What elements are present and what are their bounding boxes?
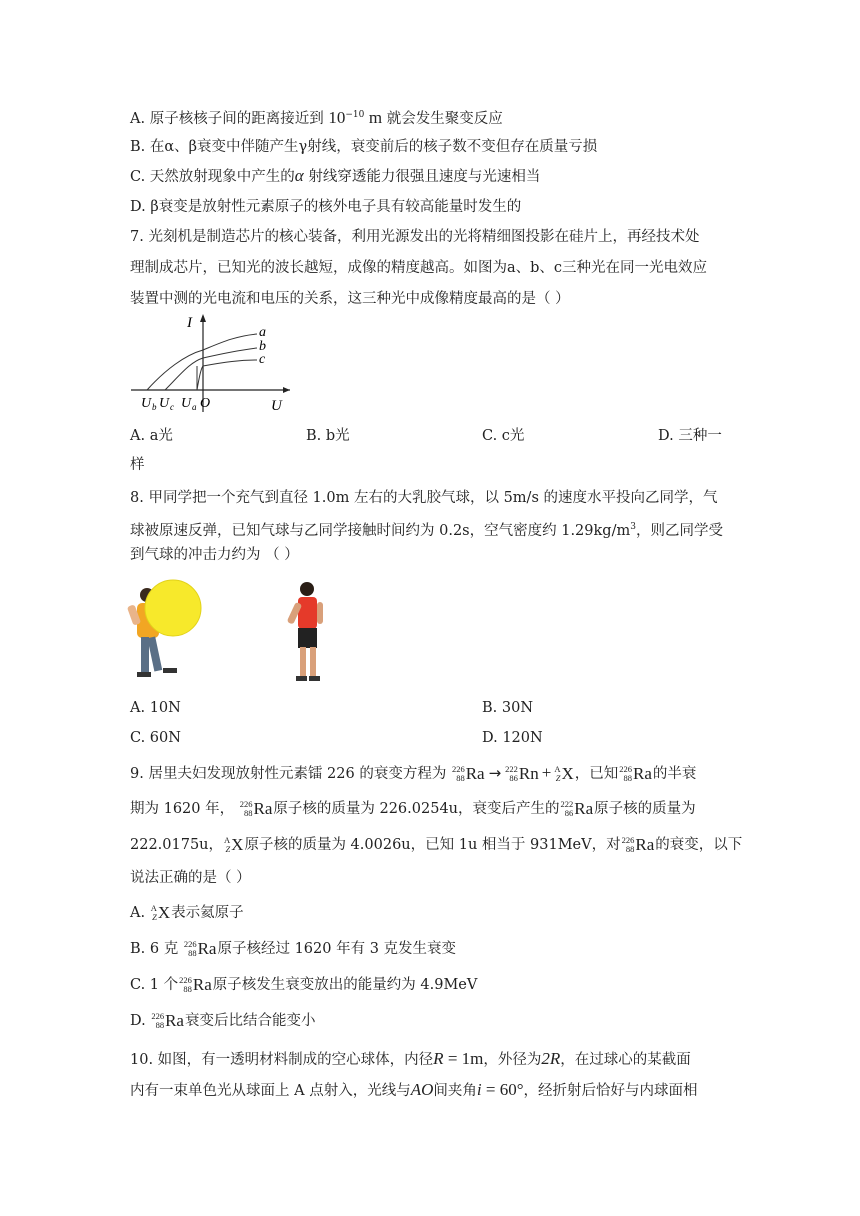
- photoelectric-iu-graph: [125, 310, 295, 415]
- q10-stem-line2: 内有一束单色光从球面上 A 点射入，光线与AO间夹角i = 60°，经折射后恰好与内球面相: [130, 1080, 698, 1099]
- nuclide-ra226: 226 88 Ra: [451, 764, 485, 783]
- balloon: [145, 580, 201, 636]
- graph-tick-ub-sub: b: [152, 402, 157, 412]
- graph-y-label: I: [187, 315, 192, 331]
- q6-option-b: B. 在α、β衰变中伴随产生γ射线，衰变前后的核子数不变但存在质量亏损: [130, 139, 598, 155]
- q6-option-d: D. β衰变是放射性元素原子的核外电子具有较高能量时发生的: [130, 199, 522, 215]
- q8-option-d: D. 120N: [482, 730, 543, 746]
- q6-option-c: C. 天然放射现象中产生的α 射线穿透能力很强且速度与光速相当: [130, 166, 541, 185]
- graph-origin: O: [200, 396, 211, 411]
- q8-option-b: B. 30N: [482, 700, 534, 716]
- q8-stem-line1: 8. 甲同学把一个充气到直径 1.0m 左右的大乳胶气球，以 5m/s 的速度水平投向乙同学，气: [130, 490, 718, 506]
- q9-stem-line4: 说法正确的是（ ）: [130, 870, 251, 886]
- q7-option-c: C. c光: [482, 428, 525, 444]
- student-b-figure: [287, 582, 323, 681]
- q7-option-d: D. 三种一: [658, 428, 722, 444]
- graph-curve-a: a: [259, 325, 266, 340]
- q8-option-a: A. 10N: [130, 700, 181, 716]
- q8-stem-line2: 球被原速反弹，已知气球与乙同学接触时间约为 0.2s，空气密度约 $1.29kg/m^3$，则乙同学受: [130, 522, 723, 539]
- q9-option-b: B. 6 克 226 88 Ra 原子核经过 1620 年有 3 克发生衰变: [130, 939, 457, 958]
- graph-tick-uc-sub: c: [170, 402, 174, 412]
- q10-stem-line1: 10. 如图，有一透明材料制成的空心球体，内径R = 1m，外径为2R，在过球心的某截面: [130, 1049, 691, 1068]
- nuclide-rn222: 222 86 Rn: [505, 764, 539, 783]
- graph-tick-uc: U: [159, 396, 170, 411]
- q9-stem-line2: 期为 1620 年， 226 88 Ra 原子核的质量为 226.0254u，衰变后产生的 222 86 Ra 原子核的质量为: [130, 799, 696, 818]
- nuclide-x: A Z X: [554, 764, 574, 783]
- q9-option-c: C. 1 个 226 88 Ra 原子核发生衰变放出的能量约为 4.9MeV: [130, 975, 478, 994]
- q9-stem-line1: 9. 居里夫妇发现放射性元素镭 226 的衰变方程为 226 88 Ra → 222 86 Rn + A Z X ，已知 226 88 Ra 的半衰: [130, 760, 696, 787]
- graph-curve-b: b: [259, 339, 266, 354]
- q9-option-d: D. 226 88 Ra 衰变后比结合能变小: [130, 1011, 316, 1030]
- q6-option-a: A. 原子核核子间的距离接近到 $10^{-10}$ m 就会发生聚变反应: [130, 107, 503, 127]
- q8-option-c: C. 60N: [130, 730, 181, 746]
- students-balloon-illustration: [125, 575, 335, 690]
- graph-tick-ub: U: [141, 396, 152, 411]
- graph-tick-ua: U: [181, 396, 192, 411]
- q8-stem-line3: 到气球的冲击力约为 （ ）: [130, 547, 299, 563]
- q7-option-a: A. a光: [130, 428, 173, 444]
- q9-stem-line3: 222.0175u， A Z X 原子核的质量为 4.0026u，已知 1u 相当于 931MeV，对 226 88 Ra 的衰变，以下: [130, 835, 743, 854]
- graph-curve-c: c: [259, 352, 266, 367]
- graph-x-label: U: [271, 398, 282, 414]
- q7-stem-line3: 装置中测的光电流和电压的关系，这三种光中成像精度最高的是（ ）: [130, 291, 570, 307]
- q7-stem-line1: 7. 光刻机是制造芯片的核心装备，利用光源发出的光将精细图投影在硅片上，再经技术处: [130, 229, 700, 245]
- q7-option-d-wrap: 样: [130, 457, 145, 473]
- q7-stem-line2: 理制成芯片，已知光的波长越短，成像的精度越高。如图为a、b、c三种光在同一光电效应: [130, 260, 708, 276]
- graph-tick-ua-sub: a: [192, 402, 197, 412]
- q9-option-a: A. A Z X 表示氦原子: [130, 903, 244, 922]
- q7-option-b: B. b光: [306, 428, 350, 444]
